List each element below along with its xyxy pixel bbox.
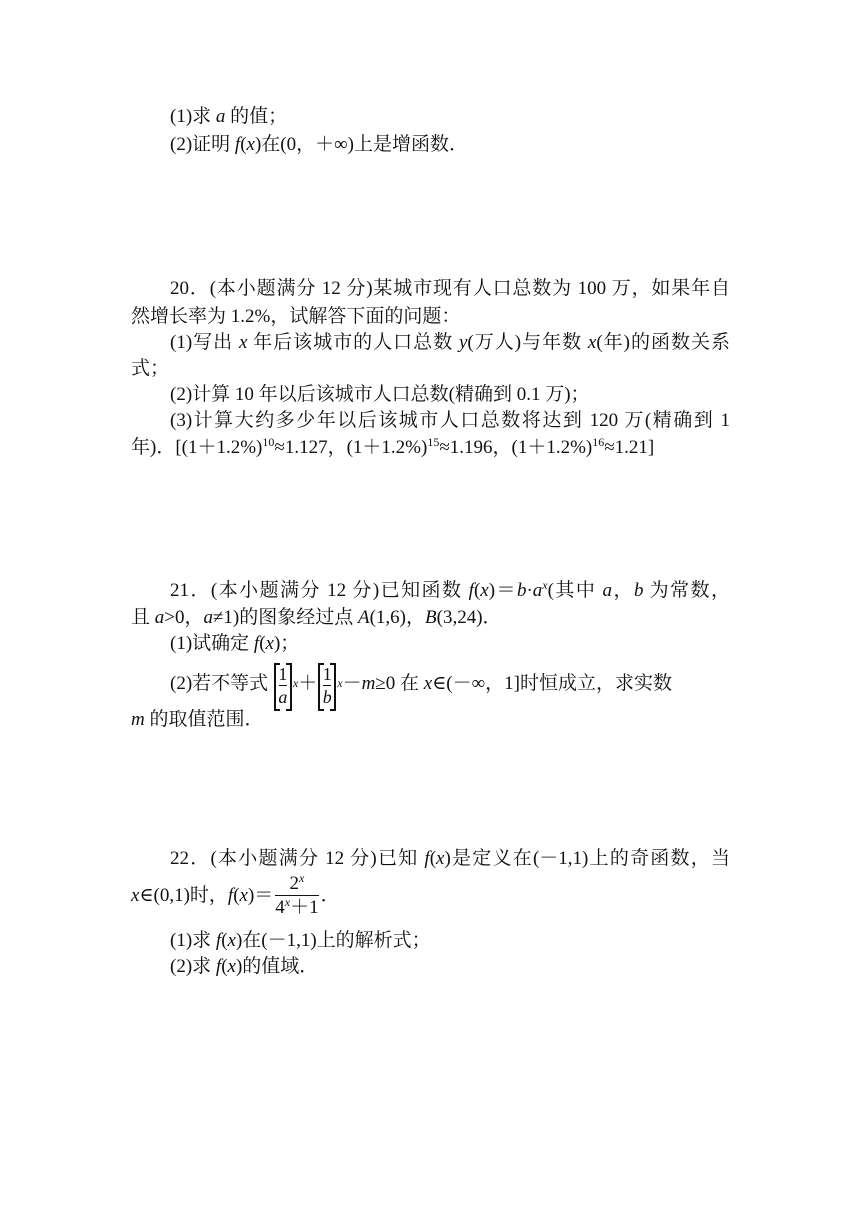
q22-part2: (2)求 f(x)的值域． (170, 956, 319, 977)
q19-part2: (2)证明 f(x)在(0，＋∞)上是增函数． (170, 134, 468, 155)
q21-line5: m 的取值范围． (131, 709, 264, 730)
q22-line2: x∈(0,1)时，f(x)＝ $\frac{2^x}{4^x+1}$ ． (131, 871, 340, 919)
q20-part2: (2)计算 10 年以后该城市人口总数(精确到 0.1 万)； (170, 384, 590, 405)
fraction-2x-over-4x-plus-1: $\frac{2^x}{4^x+1}$ (275, 871, 319, 919)
q20-line4: 式； (131, 358, 170, 379)
q20-line1: 20．(本小题满分 12 分)某城市现有人口总数为 100 万，如果年自 (170, 278, 730, 299)
q20-part1: (1)写出 x 年后该城市的人口总数 y(万人)与年数 x(年)的函数关系 (170, 332, 731, 353)
q22-part1: (1)求 f(x)在(－1,1)上的解析式； (170, 930, 431, 951)
one-over-b-bracket: $\frac{1}{b}$ (318, 663, 336, 707)
q20-hint: 年)．[$(1+1.2\%)^{10}\approx 1.127$，$(1+1.2\%)^{15}\approx 1.196$，$(1+1.2\%)^{16}\approx 1.21$] (131, 435, 655, 458)
q20-line2: 然增长率为 1.2%，试解答下面的问题： (131, 306, 461, 327)
q20-part3: (3)计算大约多少年以后该城市人口总数将达到 120 万(精确到 1 (170, 410, 730, 431)
q21-line1: 21．(本小题满分 12 分)已知函数 $f(x)=b\cdot a^x$(其中 a，b 为常数， (170, 578, 731, 601)
q21-part1: (1)试确定 f(x)； (170, 633, 300, 654)
q22-line1: 22．(本小题满分 12 分)已知 f(x)是定义在(－1,1)上的奇函数，当 (170, 848, 731, 869)
one-over-a-bracket: $\frac{1}{a}$ (274, 663, 292, 707)
q21-part2: (2)若不等式 $\frac{1}{a}$ x＋ $\frac{1}{b}$ x－m≥0 在 x∈(－∞，1]时恒成立，求实数 (170, 662, 730, 707)
q21-line2: 且 a>0，a≠1)的图象经过点 A(1,6)，B(3,24)． (131, 607, 502, 628)
q19-part1: (1)求 a 的值； (170, 106, 288, 127)
